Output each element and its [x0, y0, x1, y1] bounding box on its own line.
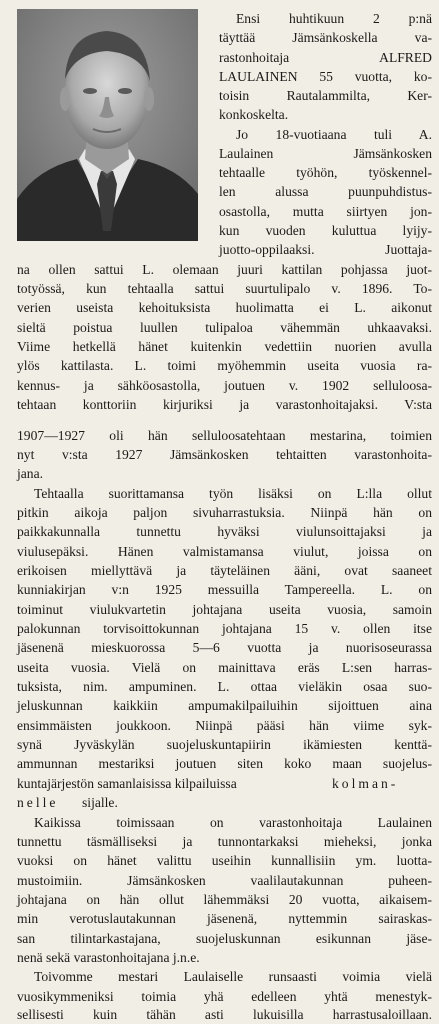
text-line: Laulainen Jämsänkosken [219, 146, 432, 161]
text-line: jäsenenä mieskuorossa 5—6 vuotta ja nuorisoseurassa [17, 640, 432, 655]
text-line: kennus- ja sähköosastolla, joutuen v. 1902 selluloosa- [17, 378, 432, 393]
text-line: osastolla, mutta siirtyen jon- [219, 204, 432, 219]
text-line: vuoksi on hänet valittu useihin kunnallisiin ym. luotta- [17, 853, 432, 868]
text-line: LAULAINEN 55 vuotta, ko- [219, 69, 432, 84]
text-line: Ensi huhtikuun 2 p:nä [236, 11, 432, 26]
text-line: rastonhoitaja ALFRED [219, 50, 432, 65]
text-line: kunniakirjan v:n 1925 messuilla Tampereella. L. on [17, 582, 432, 597]
portrait-photo [17, 9, 198, 241]
emphasis-text: nelle [17, 795, 59, 810]
text-line: toiminut viulukvartetin johtajana useita vuosia, samoin [17, 602, 432, 617]
text-line: ensimmäisten joukkoon. Niinpä pääsi hän viime syk- [17, 718, 432, 733]
text-line: erikoisen miellyttävä ja täyteläinen ääni, ovat saaneet [17, 563, 432, 578]
text-line: toisin Rautalammilta, Ker- [219, 88, 432, 103]
text-line: tunnettu täsmälliseksi ja tunnontarkaksi mieheksi, jonka [17, 834, 432, 849]
text-line: jeluskunnan kaikkiin ampumakilpailuihin sijoittuen aina [17, 698, 432, 713]
text-line: Toivomme mestari Laulaiselle runsaasti voimia vielä [34, 969, 432, 984]
text-line: kuntajärjestön samanlaisissa kilpailuissa [17, 776, 237, 791]
text-line: Tehtaalla suorittamansa työn lisäksi on L:lla ollut [34, 486, 432, 501]
text-line: synä Jyväskylän suojeluskuntapiirin ikämiesten kenttä- [17, 737, 432, 752]
emphasis-text: kolman- [332, 776, 399, 791]
text-line: sijalle. [82, 795, 118, 810]
text-line: Viime hetkellä hänet kuitenkin vedettiin nuorien avulla [17, 339, 432, 354]
text-line: useita vuosia. Vielä on mainittava eräs L:sen harras- [17, 660, 432, 675]
text-line: tehtaan konttoriin kirjuriksi ja varastonhoitajaksi. V:sta [17, 397, 432, 412]
text-line: Jo 18-vuotiaana tuli A. [236, 127, 432, 142]
text-line: tuksista, nim. ampuminen. L. ottaa vieläkin osaa suo- [17, 679, 432, 694]
text-line: paikkakunnalla tunnettu hyväksi viulunsoittajaksi ja [17, 524, 432, 539]
text-line: kun vuoden kuluttua lyijy- [219, 223, 432, 238]
text-line: Kaikissa toimissaan on varastonhoitaja Laulainen [34, 815, 432, 830]
text-line: nyt v:sta 1927 Jämsänkosken tehtaitten varastonhoita- [17, 447, 432, 462]
text-line: konkoskelta. [219, 107, 289, 122]
text-line: jana. [17, 466, 44, 481]
text-line: sellisesti kuin tähän asti lukuisilla harrastusaloillaan. [17, 1007, 432, 1022]
text-line: johtajana on hän ollut lähemmäksi 20 vuotta, aikaisem- [17, 892, 432, 907]
text-line: ammunnan mestariksi joutuen siten koko maan suojelus- [17, 756, 432, 771]
text-line: verien useista kehoituksista huolimatta ei L. aikonut [17, 300, 432, 315]
text-line: täyttää Jämsänkoskella va- [219, 30, 432, 45]
text-line: san tilintarkastajana, suojeluskunnan esikunnan jäse- [17, 931, 432, 946]
text-line: na ollen sattui L. olemaan juuri kattilan pohjassa juot- [17, 262, 432, 277]
text-line: min verotuslautakunnan jäsenenä, nyttemmin sairaskas- [17, 911, 432, 926]
text-line: juotto-oppilaaksi. Juottaja- [219, 242, 432, 257]
text-line: 1907—1927 oli hän selluloosatehtaan mestarina, toimien [17, 428, 432, 443]
text-line: mustoimiin. Jämsänkosken vaalilautakunnan puheen- [17, 873, 432, 888]
text-line: vuosikymmeniksi toimia yhä edelleen yhtä menestyk- [17, 989, 432, 1004]
text-line: sieltä poistua luullen tulipaloa vähemmän uhkaavaksi. [17, 320, 432, 335]
text-line: nenä sekä varastonhoitajana j.n.e. [17, 950, 200, 965]
text-line: totyössä, kun tehtaalla sattui suurtulipalo v. 1896. To- [17, 281, 432, 296]
text-line: ylös kattilasta. L. toimi myöhemmin useita vuosia ra- [17, 358, 432, 373]
text-line: viulusepäksi. Hänen valmistamansa viulut, joissa on [17, 544, 432, 559]
text-line: palokunnan torvisoittokunnan johtajana 15 v. ollen itse [17, 621, 432, 636]
text-line: len alussa puunpuhdistus- [219, 184, 432, 199]
text-line: tehtaalle työhön, työskennel- [219, 165, 432, 180]
text-line: pitkin aikoja paljon sivuharrastuksia. Niinpä hän on [17, 505, 432, 520]
